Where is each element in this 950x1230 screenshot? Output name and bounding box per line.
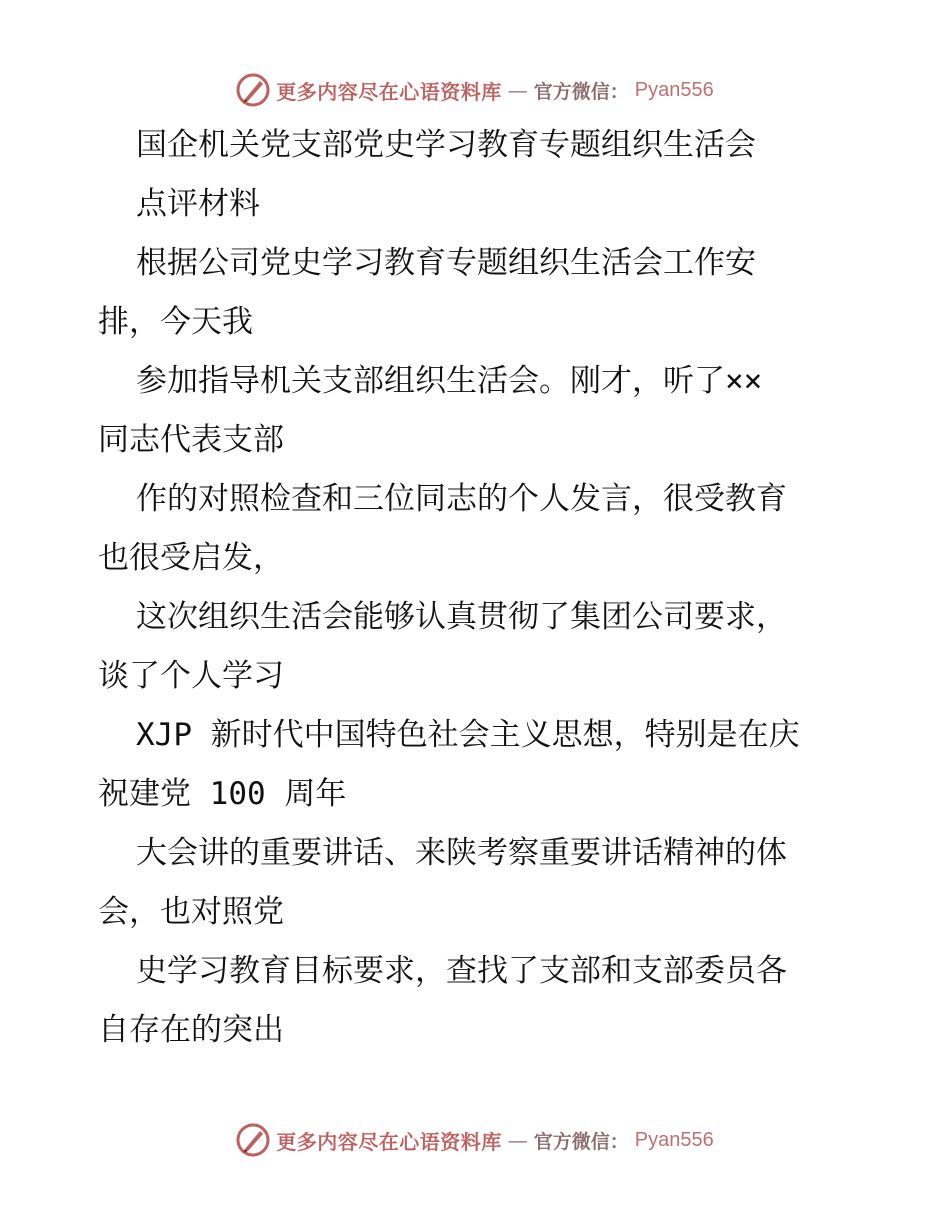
banner-wechat-id: Pyan556 xyxy=(634,78,714,101)
text-line: 谈了个人学习 xyxy=(98,658,284,694)
text-line: 大会讲的重要讲话、来陕考察重要讲话精神的体 xyxy=(136,835,787,871)
text-line: 也很受启发， xyxy=(98,540,284,576)
quill-logo-icon xyxy=(236,73,270,107)
title-line: 国企机关党支部党史学习教育专题组织生活会 xyxy=(136,127,756,163)
text-line: XJP 新时代中国特色社会主义思想，特别是在庆 xyxy=(136,717,800,753)
quill-logo-icon xyxy=(236,1123,270,1157)
banner-wechat-label: 官方微信： xyxy=(533,1130,629,1153)
header-banner xyxy=(0,68,950,112)
text-line: 自存在的突出 xyxy=(98,1012,284,1048)
banner-wechat-label: 官方微信： xyxy=(533,80,629,103)
text-line: 同志代表支部 xyxy=(98,422,284,458)
text-line: 会，也对照党 xyxy=(98,894,284,930)
text-line: 排，今天我 xyxy=(98,304,253,340)
text-line: 祝建党 100 周年 xyxy=(98,776,347,812)
banner-main-text: 更多内容尽在心语资料库 xyxy=(276,79,502,104)
banner-dash: — xyxy=(507,78,528,102)
title-line: 点评材料 xyxy=(136,186,260,222)
banner-dash: — xyxy=(507,1128,528,1152)
banner-wechat-id: Pyan556 xyxy=(634,1128,714,1151)
text-line: 参加指导机关支部组织生活会。刚才，听了×× xyxy=(136,363,763,399)
banner-main-text: 更多内容尽在心语资料库 xyxy=(276,1129,502,1154)
text-line: 这次组织生活会能够认真贯彻了集团公司要求， xyxy=(136,599,787,635)
text-line: 作的对照检查和三位同志的个人发言，很受教育 xyxy=(136,481,787,517)
text-line: 史学习教育目标要求，查找了支部和支部委员各 xyxy=(136,953,787,989)
text-line: 根据公司党史学习教育专题组织生活会工作安 xyxy=(136,245,756,281)
document-body xyxy=(98,116,858,1060)
footer-banner xyxy=(0,1118,950,1162)
